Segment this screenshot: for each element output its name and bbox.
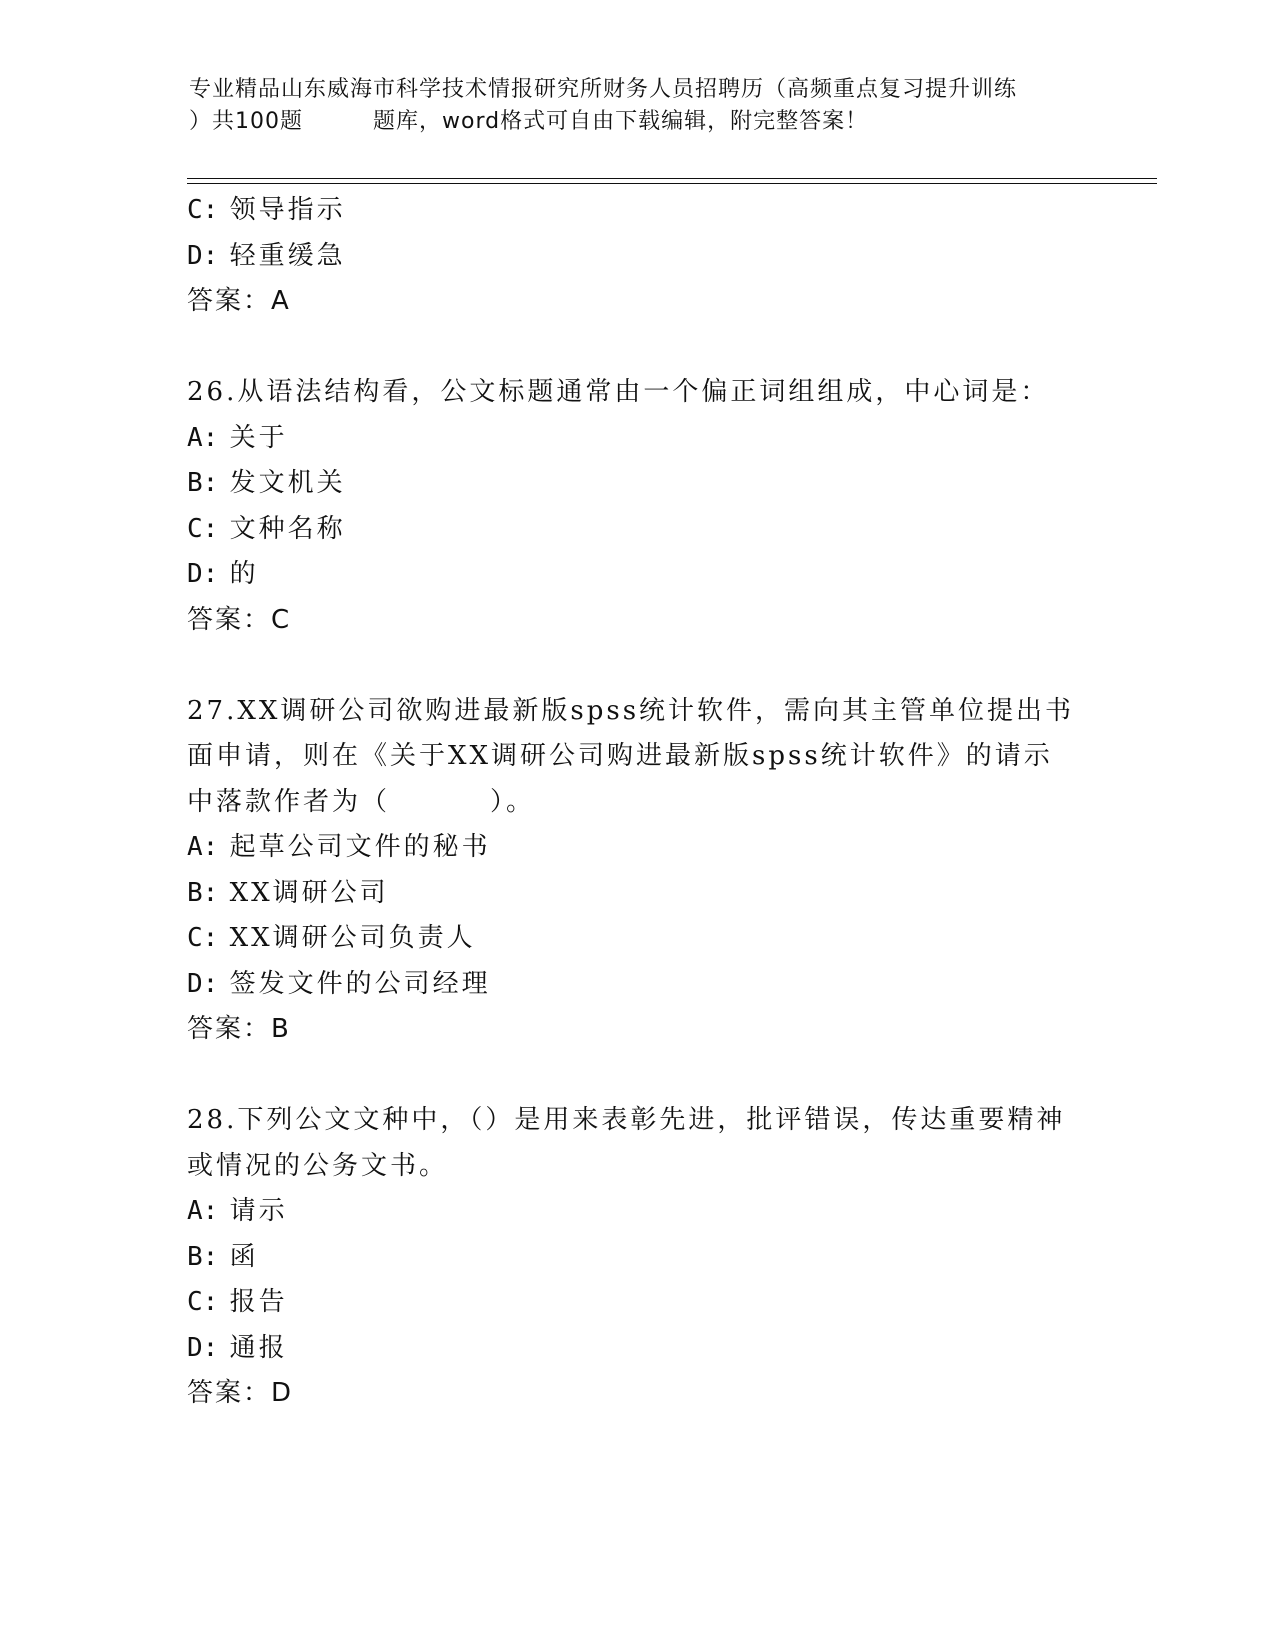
- question-list: [187, 188, 1087, 1417]
- option-row: [187, 416, 1087, 462]
- option-letter: A:: [187, 1196, 219, 1226]
- option-letter: C:: [187, 923, 219, 953]
- option-letter: D:: [187, 559, 219, 589]
- option-letter: C:: [187, 1287, 219, 1317]
- option-letter: A:: [187, 422, 219, 453]
- option-text: XX调研公司: [229, 877, 389, 908]
- option-row: [187, 871, 1087, 917]
- header-line-1: 专业精品山东威海市科学技术情报研究所财务人员招聘历（高频重点复习提升训练: [189, 77, 1018, 102]
- question-text: 或情况的公务文书。: [187, 1150, 449, 1181]
- question-text-part: 中落款作者为（: [187, 786, 391, 817]
- answer-line: 答案：B: [187, 1014, 291, 1044]
- option-row: [187, 962, 1087, 1008]
- header-line-2a: ）共100题: [189, 109, 303, 134]
- question-26: [187, 370, 1087, 643]
- option-text: 的: [229, 559, 259, 589]
- question-27: [187, 689, 1087, 1053]
- question-text: 27.XX调研公司欲购进最新版spss统计软件，需向其主管单位提出书: [187, 695, 1075, 726]
- option-row: [187, 1235, 1087, 1281]
- option-text: XX调研公司负责人: [229, 923, 476, 953]
- option-text: 轻重缓急: [229, 240, 346, 271]
- option-letter: C:: [187, 195, 219, 225]
- option-text: 签发文件的公司经理: [229, 968, 491, 999]
- question-text: [187, 780, 1087, 826]
- header-divider-top: [187, 178, 1157, 179]
- option-text: 起草公司文件的秘书: [229, 832, 491, 862]
- answer-line: 答案：A: [187, 286, 291, 316]
- option-row: [187, 188, 1087, 234]
- option-text: 请示: [229, 1196, 288, 1226]
- question-text: 28.下列公文文种中，（）是用来表彰先进，批评错误，传达重要精神: [187, 1105, 1066, 1135]
- option-row: [187, 916, 1087, 962]
- question-text-part: ）。: [490, 786, 536, 817]
- option-letter: A:: [187, 832, 219, 862]
- option-text: 文种名称: [229, 513, 346, 544]
- option-letter: D:: [187, 1332, 219, 1363]
- question-28: [187, 1098, 1087, 1417]
- option-text: 报告: [229, 1287, 288, 1317]
- option-text: 领导指示: [229, 195, 346, 225]
- option-row: [187, 1189, 1087, 1235]
- option-letter: B:: [187, 468, 219, 498]
- option-text: 关于: [229, 422, 288, 453]
- option-row: [187, 234, 1087, 280]
- header-divider-bottom: [187, 183, 1157, 184]
- document-header: [189, 74, 1089, 138]
- option-text: 发文机关: [229, 468, 346, 498]
- option-text: 函: [229, 1241, 259, 1272]
- previous-question-tail: [187, 188, 1087, 325]
- option-letter: B:: [187, 877, 219, 908]
- answer-line: 答案：D: [187, 1378, 294, 1408]
- option-row: [187, 1326, 1087, 1372]
- option-row: [187, 461, 1087, 507]
- option-letter: D:: [187, 240, 219, 271]
- header-line-2: [189, 106, 1089, 138]
- option-row: [187, 1280, 1087, 1326]
- question-text: 面申请，则在《关于XX调研公司购进最新版spss统计软件》的请示: [187, 741, 1053, 771]
- answer-line: 答案：C: [187, 604, 292, 635]
- option-row: [187, 507, 1087, 553]
- header-line-2b: 题库，word格式可自由下载编辑，附完整答案！: [373, 109, 869, 134]
- option-row: [187, 825, 1087, 871]
- option-letter: C:: [187, 513, 219, 544]
- option-letter: B:: [187, 1241, 219, 1272]
- option-letter: D:: [187, 968, 219, 999]
- option-text: 通报: [229, 1332, 288, 1363]
- question-text: 26.从语法结构看，公文标题通常由一个偏正词组组成，中心词是：: [187, 377, 1050, 407]
- option-row: [187, 552, 1087, 598]
